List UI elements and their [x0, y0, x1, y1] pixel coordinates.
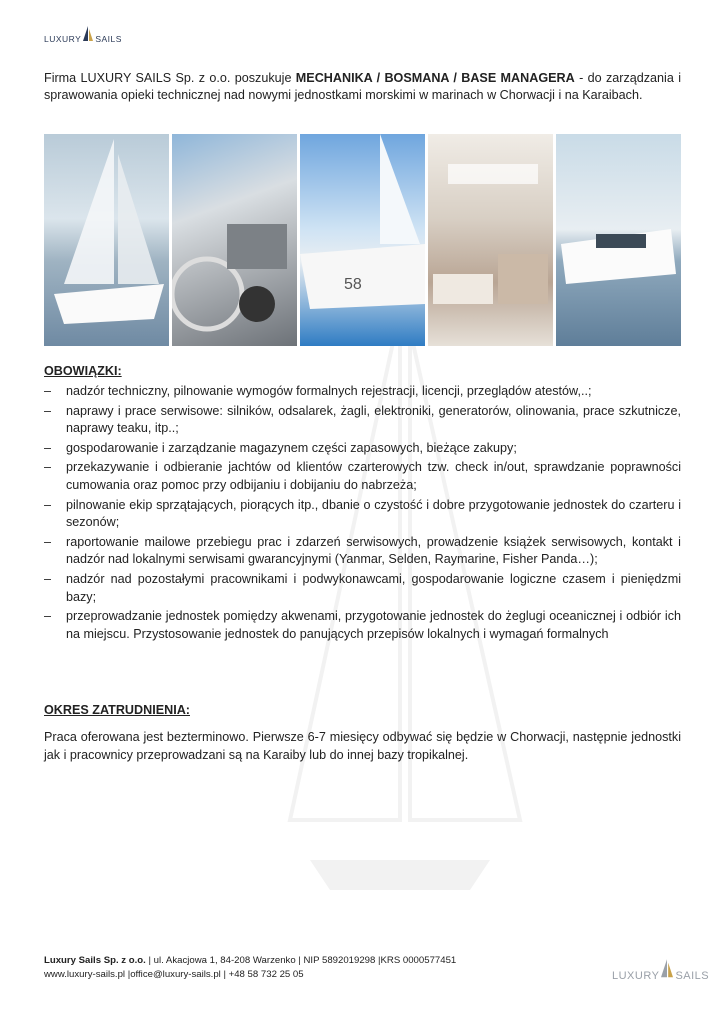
sail-icon	[661, 958, 673, 982]
list-item: – przekazywanie i odbieranie jachtów od klientów czarterowych tzw. check in/out, sprawdzanie poprawności cumowania oraz pomoc przy odbijaniu i dobijaniu do nabrzeża;	[44, 459, 681, 494]
footer-line-1	[44, 954, 456, 968]
helm-illustration	[172, 134, 297, 346]
footer-address: | ul. Akacjowa 1, 84-208 Warzenko | NIP 5892019298 |KRS 0000577451	[145, 955, 457, 966]
list-item: – naprawy i prace serwisowe: silników, odsalarek, żagli, elektroniki, generatorów, olinowania, prace szkutnicze, naprawy teaku, itp..;	[44, 403, 681, 438]
logo-word-right: SAILS	[675, 970, 710, 982]
photo-salon-interior	[428, 134, 553, 346]
company-logo	[44, 26, 122, 44]
duties-list	[44, 383, 681, 645]
page-footer	[44, 954, 456, 982]
photo-strip	[44, 134, 681, 346]
intro-text-end: - do zarządzania i sprawowania opieki technicznej nad nowymi jednostkami morskimi w marinach w Chorwacji i na Karaibach.	[44, 71, 681, 102]
photo-helm-station	[172, 134, 297, 346]
employment-heading: OKRES ZATRUDNIENIA:	[44, 703, 190, 717]
logo-word-left: LUXURY	[612, 970, 660, 982]
sail-icon	[83, 26, 93, 44]
logo-word-right: SAILS	[95, 34, 122, 44]
intro-paragraph	[44, 70, 681, 104]
power-cat-illustration	[556, 134, 681, 346]
footer-logo	[612, 958, 709, 982]
footer-company: Luxury Sails Sp. z o.o.	[44, 955, 146, 966]
photo-couple-on-deck	[300, 134, 425, 346]
bow-illustration	[300, 134, 425, 346]
interior-illustration	[428, 134, 553, 346]
list-item: – raportowanie mailowe przebiegu prac i zdarzeń serwisowych, prowadzenie książek serwisowych, kontakt i nadzór nad lokalnymi serwisami gwarancyjnymi (Yanmar, Selden, Raymarine, Fisher Panda…);	[44, 534, 681, 569]
catamaran-sail-illustration	[44, 134, 169, 346]
photo-catamaran-sailing	[44, 134, 169, 346]
duties-heading: OBOWIĄZKI:	[44, 364, 122, 378]
list-item: – nadzór nad pozostałymi pracownikami i podwykonawcami, gospodarowanie logiczne czasem i pieniędzmi bazy;	[44, 571, 681, 606]
hull-number: 58	[344, 276, 362, 293]
footer-contact: www.luxury-sails.pl |office@luxury-sails.pl | +48 58 732 25 05	[44, 969, 304, 980]
logo-word-left: LUXURY	[44, 34, 82, 44]
list-item: – nadzór techniczny, pilnowanie wymogów formalnych rejestracji, licencji, przeglądów atestów,..;	[44, 383, 681, 401]
job-position: MECHANIKA / BOSMANA / BASE MANAGERA	[295, 71, 575, 85]
photo-power-catamaran	[556, 134, 681, 346]
list-item: – pilnowanie ekip sprzątających, piorących itp., dbanie o czystość i dobre przygotowanie jednostek do czarteru i sezonów;	[44, 497, 681, 532]
intro-text-start: Firma LUXURY SAILS Sp. z o.o. poszukuje	[44, 71, 296, 85]
list-item: – przeprowadzanie jednostek pomiędzy akwenami, przygotowanie jednostek do żeglugi oceanicznej i odbiór ich na miejscu. Przystosowanie jednostek do panujących przepisów lokalnych i wymagań formalnych	[44, 608, 681, 643]
list-item: – gospodarowanie i zarządzanie magazynem części zapasowych, bieżące zakupy;	[44, 440, 681, 458]
employment-text: Praca oferowana jest bezterminowo. Pierwsze 6-7 miesięcy odbywać się będzie w Chorwacji, następnie jednostki jak i pracownicy przeprowadzani są na Karaiby lub do innej bazy tropikalnej.	[44, 730, 681, 762]
